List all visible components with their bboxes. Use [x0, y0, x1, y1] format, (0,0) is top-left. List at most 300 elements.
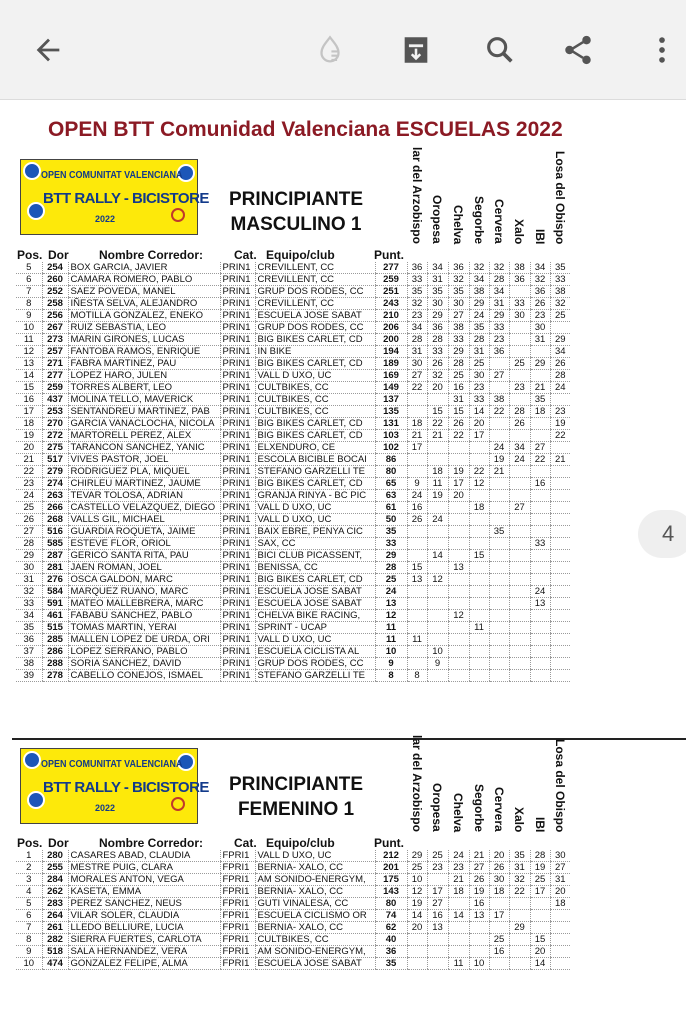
- table-cell: 29: [550, 334, 570, 346]
- table-cell: 20: [469, 418, 489, 430]
- table-cell: [509, 550, 530, 562]
- table-cell: [530, 910, 550, 922]
- table-cell: 212: [375, 850, 407, 862]
- table-row: [16, 430, 570, 442]
- table-cell: PRIN1: [220, 622, 255, 634]
- save-to-drive-button[interactable]: [392, 26, 440, 74]
- table-cell: [509, 898, 530, 910]
- table-cell: 38: [448, 322, 469, 334]
- table-row: [16, 262, 570, 274]
- table-cell: [530, 550, 550, 562]
- bike-icon: [171, 797, 185, 811]
- table-cell: 270: [42, 418, 68, 430]
- table-cell: [509, 670, 530, 682]
- table-cell: [448, 574, 469, 586]
- table-cell: VALL D UXO, UC: [255, 514, 375, 526]
- table-cell: 35: [469, 322, 489, 334]
- table-cell: 34: [489, 286, 509, 298]
- table-cell: 24: [407, 490, 427, 502]
- table-cell: [550, 394, 570, 406]
- table-cell: [448, 898, 469, 910]
- table-cell: [427, 874, 448, 886]
- table-cell: CREVILLENT, CC: [255, 262, 375, 274]
- table-cell: 35: [427, 286, 448, 298]
- table-cell: [469, 574, 489, 586]
- table-cell: CULTBIKES, CC: [255, 394, 375, 406]
- table-cell: 517: [42, 454, 68, 466]
- table-cell: 175: [375, 874, 407, 886]
- table-cell: 25: [375, 574, 407, 586]
- table-row: [16, 310, 570, 322]
- table-cell: PRIN1: [220, 334, 255, 346]
- table-cell: 22: [407, 382, 427, 394]
- column-header-dor: Dor: [48, 248, 69, 262]
- table-row: [16, 862, 570, 874]
- table-cell: 24: [550, 382, 570, 394]
- table-cell: 38: [16, 658, 42, 670]
- table-cell: 12: [16, 346, 42, 358]
- ink-saver-icon: [313, 33, 347, 67]
- table-cell: [469, 670, 489, 682]
- table-cell: LOPEZ SERRANO, PABLO: [68, 646, 220, 658]
- table-cell: [509, 370, 530, 382]
- table-cell: VALLS GIL, MICHAEL: [68, 514, 220, 526]
- table-cell: 29: [509, 922, 530, 934]
- table-cell: 261: [42, 922, 68, 934]
- table-row: [16, 346, 570, 358]
- table-cell: 27: [509, 502, 530, 514]
- table-cell: 13: [448, 562, 469, 574]
- table-cell: 30: [16, 562, 42, 574]
- category-title-line-2: MASCULINO 1: [230, 214, 362, 235]
- table-cell: 23: [530, 310, 550, 322]
- table-cell: [489, 550, 509, 562]
- race-header: Oropesa: [430, 783, 444, 832]
- table-cell: [550, 646, 570, 658]
- column-header-nombre: Nombre Corredor:: [99, 248, 204, 262]
- table-cell: [550, 946, 570, 958]
- table-cell: 26: [16, 514, 42, 526]
- table-cell: BENISSA, CC: [255, 562, 375, 574]
- table-cell: [469, 934, 489, 946]
- table-cell: 27: [489, 370, 509, 382]
- table-cell: 22: [489, 406, 509, 418]
- table-cell: 20: [550, 886, 570, 898]
- table-cell: 28: [509, 406, 530, 418]
- table-cell: BIG BIKES CARLET, CD: [255, 358, 375, 370]
- table-cell: [489, 898, 509, 910]
- table-cell: [407, 586, 427, 598]
- table-cell: RUIZ SEBASTIA, LEO: [68, 322, 220, 334]
- table-cell: FPRI1: [220, 886, 255, 898]
- table-cell: PRIN1: [220, 598, 255, 610]
- table-cell: VALL D UXO, UC: [255, 502, 375, 514]
- table-cell: 23: [469, 382, 489, 394]
- table-cell: [530, 430, 550, 442]
- table-cell: 277: [375, 262, 407, 274]
- table-cell: 35: [16, 622, 42, 634]
- table-cell: 7: [16, 922, 42, 934]
- table-row: [16, 418, 570, 430]
- table-cell: [407, 958, 427, 970]
- table-cell: 28: [530, 850, 550, 862]
- table-cell: [489, 490, 509, 502]
- table-cell: 27: [550, 862, 570, 874]
- table-cell: [427, 526, 448, 538]
- table-cell: 5: [16, 898, 42, 910]
- table-cell: GRUP DOS RODES, CC: [255, 658, 375, 670]
- table-cell: 17: [407, 442, 427, 454]
- search-button[interactable]: [476, 26, 524, 74]
- table-cell: FPRI1: [220, 922, 255, 934]
- app-toolbar: [0, 0, 686, 100]
- table-cell: 6: [16, 910, 42, 922]
- table-cell: 206: [375, 322, 407, 334]
- table-cell: [550, 574, 570, 586]
- table-cell: CULTBIKES, CC: [255, 934, 375, 946]
- table-cell: CULTBIKES, CC: [255, 382, 375, 394]
- race-header: Xalo: [512, 218, 526, 244]
- table-cell: 10: [375, 646, 407, 658]
- table-cell: 32: [448, 274, 469, 286]
- table-cell: 8: [375, 670, 407, 682]
- table-cell: 518: [42, 946, 68, 958]
- race-header: Chelva: [451, 792, 465, 832]
- table-row: [16, 958, 570, 970]
- table-cell: 21: [550, 454, 570, 466]
- table-cell: 16: [469, 898, 489, 910]
- results-table: [16, 262, 570, 682]
- table-cell: [530, 490, 550, 502]
- table-cell: FPRI1: [220, 946, 255, 958]
- table-row: [16, 910, 570, 922]
- table-cell: 11: [469, 622, 489, 634]
- table-cell: 21: [448, 874, 469, 886]
- table-cell: 17: [16, 406, 42, 418]
- share-icon: [561, 33, 595, 67]
- table-cell: PRIN1: [220, 478, 255, 490]
- table-cell: 12: [407, 886, 427, 898]
- table-cell: 25: [16, 502, 42, 514]
- table-cell: [427, 946, 448, 958]
- table-cell: [509, 658, 530, 670]
- table-row: [16, 550, 570, 562]
- table-cell: 36: [16, 634, 42, 646]
- table-cell: [427, 958, 448, 970]
- table-cell: GUTI VINALESA, CC: [255, 898, 375, 910]
- table-cell: STEFANO GARZELLI TE: [255, 466, 375, 478]
- table-cell: [509, 334, 530, 346]
- table-cell: 281: [42, 562, 68, 574]
- table-cell: [489, 586, 509, 598]
- table-cell: 29: [407, 850, 427, 862]
- table-cell: 15: [427, 406, 448, 418]
- table-cell: 30: [448, 298, 469, 310]
- table-cell: 19: [530, 862, 550, 874]
- table-cell: [509, 934, 530, 946]
- table-cell: 25: [509, 358, 530, 370]
- table-cell: [530, 466, 550, 478]
- table-cell: 32: [469, 262, 489, 274]
- race-header: Losa del Obispo: [553, 150, 567, 244]
- table-cell: [427, 670, 448, 682]
- table-cell: ESCUELA JOSE SABAT: [255, 598, 375, 610]
- table-cell: 26: [469, 874, 489, 886]
- search-icon: [483, 33, 517, 67]
- table-cell: PRIN1: [220, 298, 255, 310]
- table-cell: 260: [42, 274, 68, 286]
- table-cell: 9: [427, 658, 448, 670]
- table-cell: 33: [550, 274, 570, 286]
- table-cell: PRIN1: [220, 358, 255, 370]
- table-cell: [509, 538, 530, 550]
- table-cell: BIG BIKES CARLET, CD: [255, 334, 375, 346]
- table-cell: [448, 670, 469, 682]
- table-cell: 10: [407, 874, 427, 886]
- table-cell: [489, 646, 509, 658]
- table-cell: 31: [448, 394, 469, 406]
- table-cell: 275: [42, 442, 68, 454]
- table-cell: 27: [16, 526, 42, 538]
- table-cell: 286: [42, 646, 68, 658]
- column-header-nombre: Nombre Corredor:: [99, 836, 204, 850]
- results-table: [16, 850, 570, 970]
- table-cell: 262: [42, 886, 68, 898]
- table-cell: 200: [375, 334, 407, 346]
- table-cell: [550, 490, 570, 502]
- table-cell: [427, 538, 448, 550]
- table-cell: 38: [489, 394, 509, 406]
- table-cell: 288: [42, 658, 68, 670]
- table-cell: 16: [448, 382, 469, 394]
- table-row: [16, 850, 570, 862]
- column-header-equipo: Equipo/club: [266, 836, 335, 850]
- table-cell: [448, 514, 469, 526]
- table-cell: 169: [375, 370, 407, 382]
- table-row: [16, 562, 570, 574]
- table-cell: 273: [42, 334, 68, 346]
- table-cell: [550, 670, 570, 682]
- table-cell: 19: [469, 886, 489, 898]
- logo-year: 2022: [95, 803, 116, 813]
- table-cell: ESCUELA JOSE SABAT: [255, 586, 375, 598]
- table-cell: 279: [42, 466, 68, 478]
- event-logo: [20, 159, 209, 235]
- table-cell: 34: [407, 322, 427, 334]
- table-cell: 29: [448, 346, 469, 358]
- table-cell: 27: [407, 370, 427, 382]
- table-cell: 16: [427, 910, 448, 922]
- table-cell: [489, 514, 509, 526]
- table-cell: [509, 958, 530, 970]
- table-cell: [509, 910, 530, 922]
- table-cell: [427, 598, 448, 610]
- table-cell: 137: [375, 394, 407, 406]
- table-cell: 16: [489, 946, 509, 958]
- table-cell: 28: [427, 334, 448, 346]
- table-cell: [550, 934, 570, 946]
- table-cell: ELXENDURO, CE: [255, 442, 375, 454]
- table-cell: [530, 634, 550, 646]
- table-cell: FPRI1: [220, 934, 255, 946]
- column-header-equipo: Equipo/club: [266, 248, 335, 262]
- table-cell: 283: [42, 898, 68, 910]
- table-cell: 15: [448, 406, 469, 418]
- table-cell: GRUP DOS RODES, CC: [255, 286, 375, 298]
- table-cell: TORRES ALBERT, LEO: [68, 382, 220, 394]
- more-vert-icon: [645, 33, 679, 67]
- table-cell: CHELVA BIKE RACING,: [255, 610, 375, 622]
- ink-saver-button[interactable]: [306, 26, 354, 74]
- table-cell: 27: [530, 442, 550, 454]
- table-cell: [427, 442, 448, 454]
- table-cell: CASARES ABAD, CLAUDIA: [68, 850, 220, 862]
- table-cell: 74: [375, 910, 407, 922]
- table-cell: CABELLO CONEJOS, ISMAEL: [68, 670, 220, 682]
- table-cell: 34: [550, 346, 570, 358]
- column-header-pos: Pos.: [17, 248, 43, 262]
- table-cell: 22: [509, 886, 530, 898]
- table-cell: 30: [530, 322, 550, 334]
- table-cell: 32: [16, 586, 42, 598]
- table-cell: CREVILLENT, CC: [255, 274, 375, 286]
- logo-line-2: BTT RALLY - BICISTORE: [43, 190, 209, 207]
- table-cell: 50: [375, 514, 407, 526]
- table-cell: 23: [407, 310, 427, 322]
- back-button[interactable]: [24, 26, 72, 74]
- table-cell: [407, 934, 427, 946]
- table-cell: [530, 922, 550, 934]
- table-cell: 36: [375, 946, 407, 958]
- table-cell: 9: [375, 658, 407, 670]
- table-cell: BERNIA- XALO, CC: [255, 886, 375, 898]
- table-cell: LLEDO BELLIURE, LUCIA: [68, 922, 220, 934]
- table-cell: 28: [469, 334, 489, 346]
- table-cell: 33: [509, 298, 530, 310]
- table-cell: VIVES PASTOR, JOEL: [68, 454, 220, 466]
- column-header-punt: Punt.: [374, 248, 404, 262]
- table-cell: 14: [407, 910, 427, 922]
- table-cell: 22: [448, 430, 469, 442]
- table-cell: [550, 442, 570, 454]
- table-cell: 15: [530, 934, 550, 946]
- table-cell: [469, 538, 489, 550]
- table-cell: GRANJA RINYA - BC PIC: [255, 490, 375, 502]
- race-header: Segorbe: [472, 195, 486, 244]
- table-cell: 8: [16, 934, 42, 946]
- table-cell: 24: [509, 454, 530, 466]
- table-cell: 24: [489, 442, 509, 454]
- table-cell: [407, 466, 427, 478]
- table-cell: [530, 526, 550, 538]
- table-cell: 31: [16, 574, 42, 586]
- table-cell: [407, 658, 427, 670]
- table-cell: 17: [469, 430, 489, 442]
- table-cell: 266: [42, 502, 68, 514]
- table-cell: MATEO MALLEBRERA, MARC: [68, 598, 220, 610]
- table-cell: [448, 550, 469, 562]
- table-cell: 22: [469, 466, 489, 478]
- table-row: [16, 322, 570, 334]
- table-cell: 268: [42, 514, 68, 526]
- table-cell: [509, 946, 530, 958]
- table-cell: 38: [550, 286, 570, 298]
- table-cell: [427, 394, 448, 406]
- more-options-button[interactable]: [638, 26, 686, 74]
- table-cell: BERNIA- XALO, CC: [255, 922, 375, 934]
- table-cell: [530, 610, 550, 622]
- table-cell: 19: [448, 466, 469, 478]
- table-cell: [489, 658, 509, 670]
- table-row: [16, 466, 570, 478]
- table-cell: 11: [427, 478, 448, 490]
- table-cell: [530, 514, 550, 526]
- table-cell: 35: [407, 286, 427, 298]
- table-cell: PRIN1: [220, 646, 255, 658]
- table-cell: MARIN GIRONES, LUCAS: [68, 334, 220, 346]
- table-cell: [469, 658, 489, 670]
- table-cell: [407, 538, 427, 550]
- table-cell: IÑESTA SELVA, ALEJANDRO: [68, 298, 220, 310]
- table-cell: [509, 286, 530, 298]
- table-cell: MARQUEZ RUANO, MARC: [68, 586, 220, 598]
- table-cell: 33: [489, 322, 509, 334]
- table-cell: LOPEZ HARO, JULEN: [68, 370, 220, 382]
- table-cell: BIG BIKES CARLET, CD: [255, 418, 375, 430]
- table-cell: 32: [427, 370, 448, 382]
- table-cell: GONZALEZ FELIPE, ALMA: [68, 958, 220, 970]
- table-cell: 25: [407, 862, 427, 874]
- table-cell: 591: [42, 598, 68, 610]
- table-cell: 24: [427, 514, 448, 526]
- table-cell: [509, 646, 530, 658]
- race-header: Cervera: [492, 199, 506, 244]
- table-cell: [489, 610, 509, 622]
- table-cell: 21: [427, 430, 448, 442]
- table-cell: 19: [16, 430, 42, 442]
- table-cell: [550, 514, 570, 526]
- table-cell: [489, 634, 509, 646]
- table-cell: [550, 466, 570, 478]
- table-row: [16, 574, 570, 586]
- table-row: [16, 442, 570, 454]
- table-cell: 282: [42, 934, 68, 946]
- table-cell: 16: [530, 478, 550, 490]
- table-cell: 277: [42, 370, 68, 382]
- table-cell: 32: [550, 298, 570, 310]
- table-cell: 8: [16, 298, 42, 310]
- table-cell: 24: [530, 586, 550, 598]
- table-cell: BICI CLUB PICASSENT,: [255, 550, 375, 562]
- table-cell: 5: [16, 262, 42, 274]
- table-cell: 16: [407, 502, 427, 514]
- table-cell: 280: [42, 850, 68, 862]
- table-cell: 10: [16, 958, 42, 970]
- share-button[interactable]: [554, 26, 602, 74]
- category-title: [206, 187, 386, 237]
- table-cell: [550, 478, 570, 490]
- table-cell: 515: [42, 622, 68, 634]
- table-cell: 25: [469, 358, 489, 370]
- category-title-line-1: PRINCIPIANTE: [228, 189, 364, 210]
- table-row: [16, 610, 570, 622]
- table-cell: 33: [448, 334, 469, 346]
- table-cell: 102: [375, 442, 407, 454]
- table-cell: [469, 562, 489, 574]
- table-cell: 25: [530, 874, 550, 886]
- column-header-pos: Pos.: [17, 836, 43, 850]
- table-cell: [550, 634, 570, 646]
